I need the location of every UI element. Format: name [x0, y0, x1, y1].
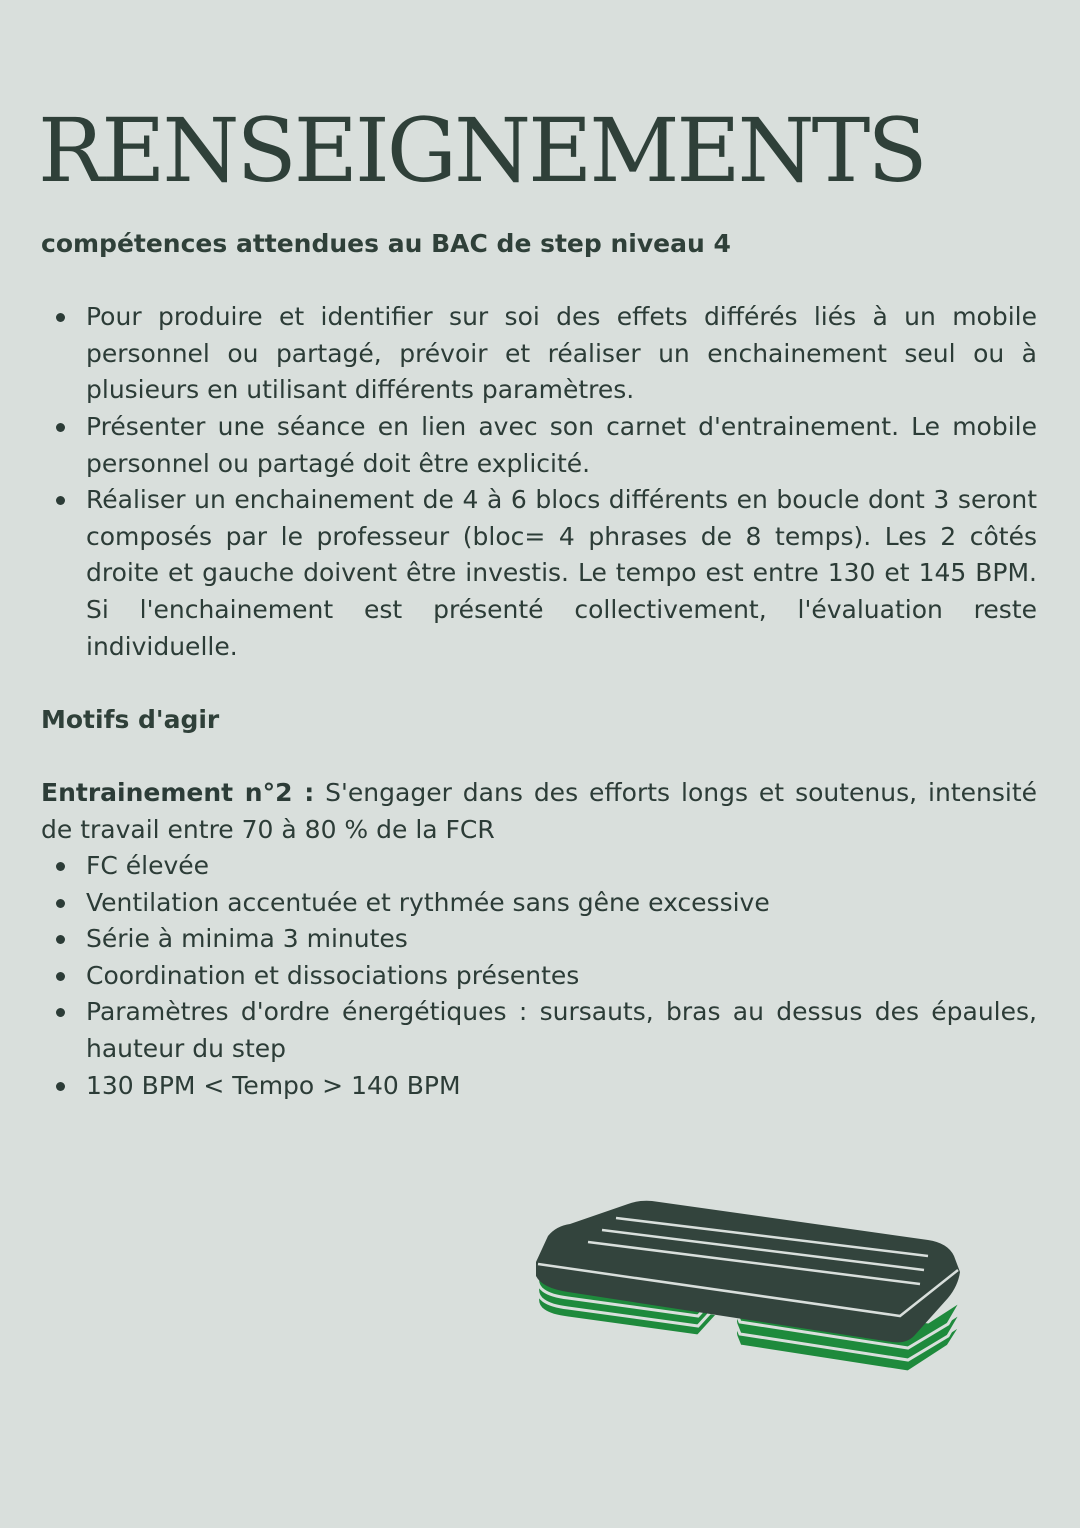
list-item: Pour produire et identifier sur soi des effets différés liés à un mobile personnel ou partagé, prévoir et réaliser un enchainement seul ou à plusieurs en utilisant différents paramètres.	[41, 299, 1037, 409]
list-item: 130 BPM < Tempo > 140 BPM	[41, 1068, 1037, 1105]
list-item: Réaliser un enchainement de 4 à 6 blocs différents en boucle dont 3 seront composés par le professeur (bloc= 4 phrases de 8 temps). Les 2 côtés droite et gauche doivent être investis. Le tempo est entre 130 et 145 BPM. Si l'enchainement est présenté collectivement, l'évaluation reste individuelle.	[41, 482, 1037, 665]
list-item: Paramètres d'ordre énergétiques : sursauts, bras au dessus des épaules, hauteur du step	[41, 994, 1037, 1067]
training-description	[41, 775, 1037, 848]
aerobic-step-icon	[528, 1196, 968, 1396]
list-item: Coordination et dissociations présentes	[41, 958, 1037, 995]
section-motifs-heading: Motifs d'agir	[41, 704, 220, 734]
list-item: Présenter une séance en lien avec son carnet d'entrainement. Le mobile personnel ou partagé doit être explicité.	[41, 409, 1037, 482]
list-item: Ventilation accentuée et rythmée sans gêne excessive	[41, 885, 1037, 922]
training-criteria-list	[41, 848, 1037, 1104]
section-competences-heading: compétences attendues au BAC de step niveau 4	[41, 229, 731, 258]
page-title: RENSEIGNEMENTS	[38, 99, 925, 202]
list-item: Série à minima 3 minutes	[41, 921, 1037, 958]
competences-list	[41, 299, 1037, 665]
list-item: FC élevée	[41, 848, 1037, 885]
training-text: S'engager dans des efforts longs et soutenus, intensité de travail entre 70 à 80 % de la FCR	[41, 777, 1037, 844]
training-label: Entrainement n°2 :	[41, 777, 315, 807]
content-body	[41, 226, 1037, 1104]
